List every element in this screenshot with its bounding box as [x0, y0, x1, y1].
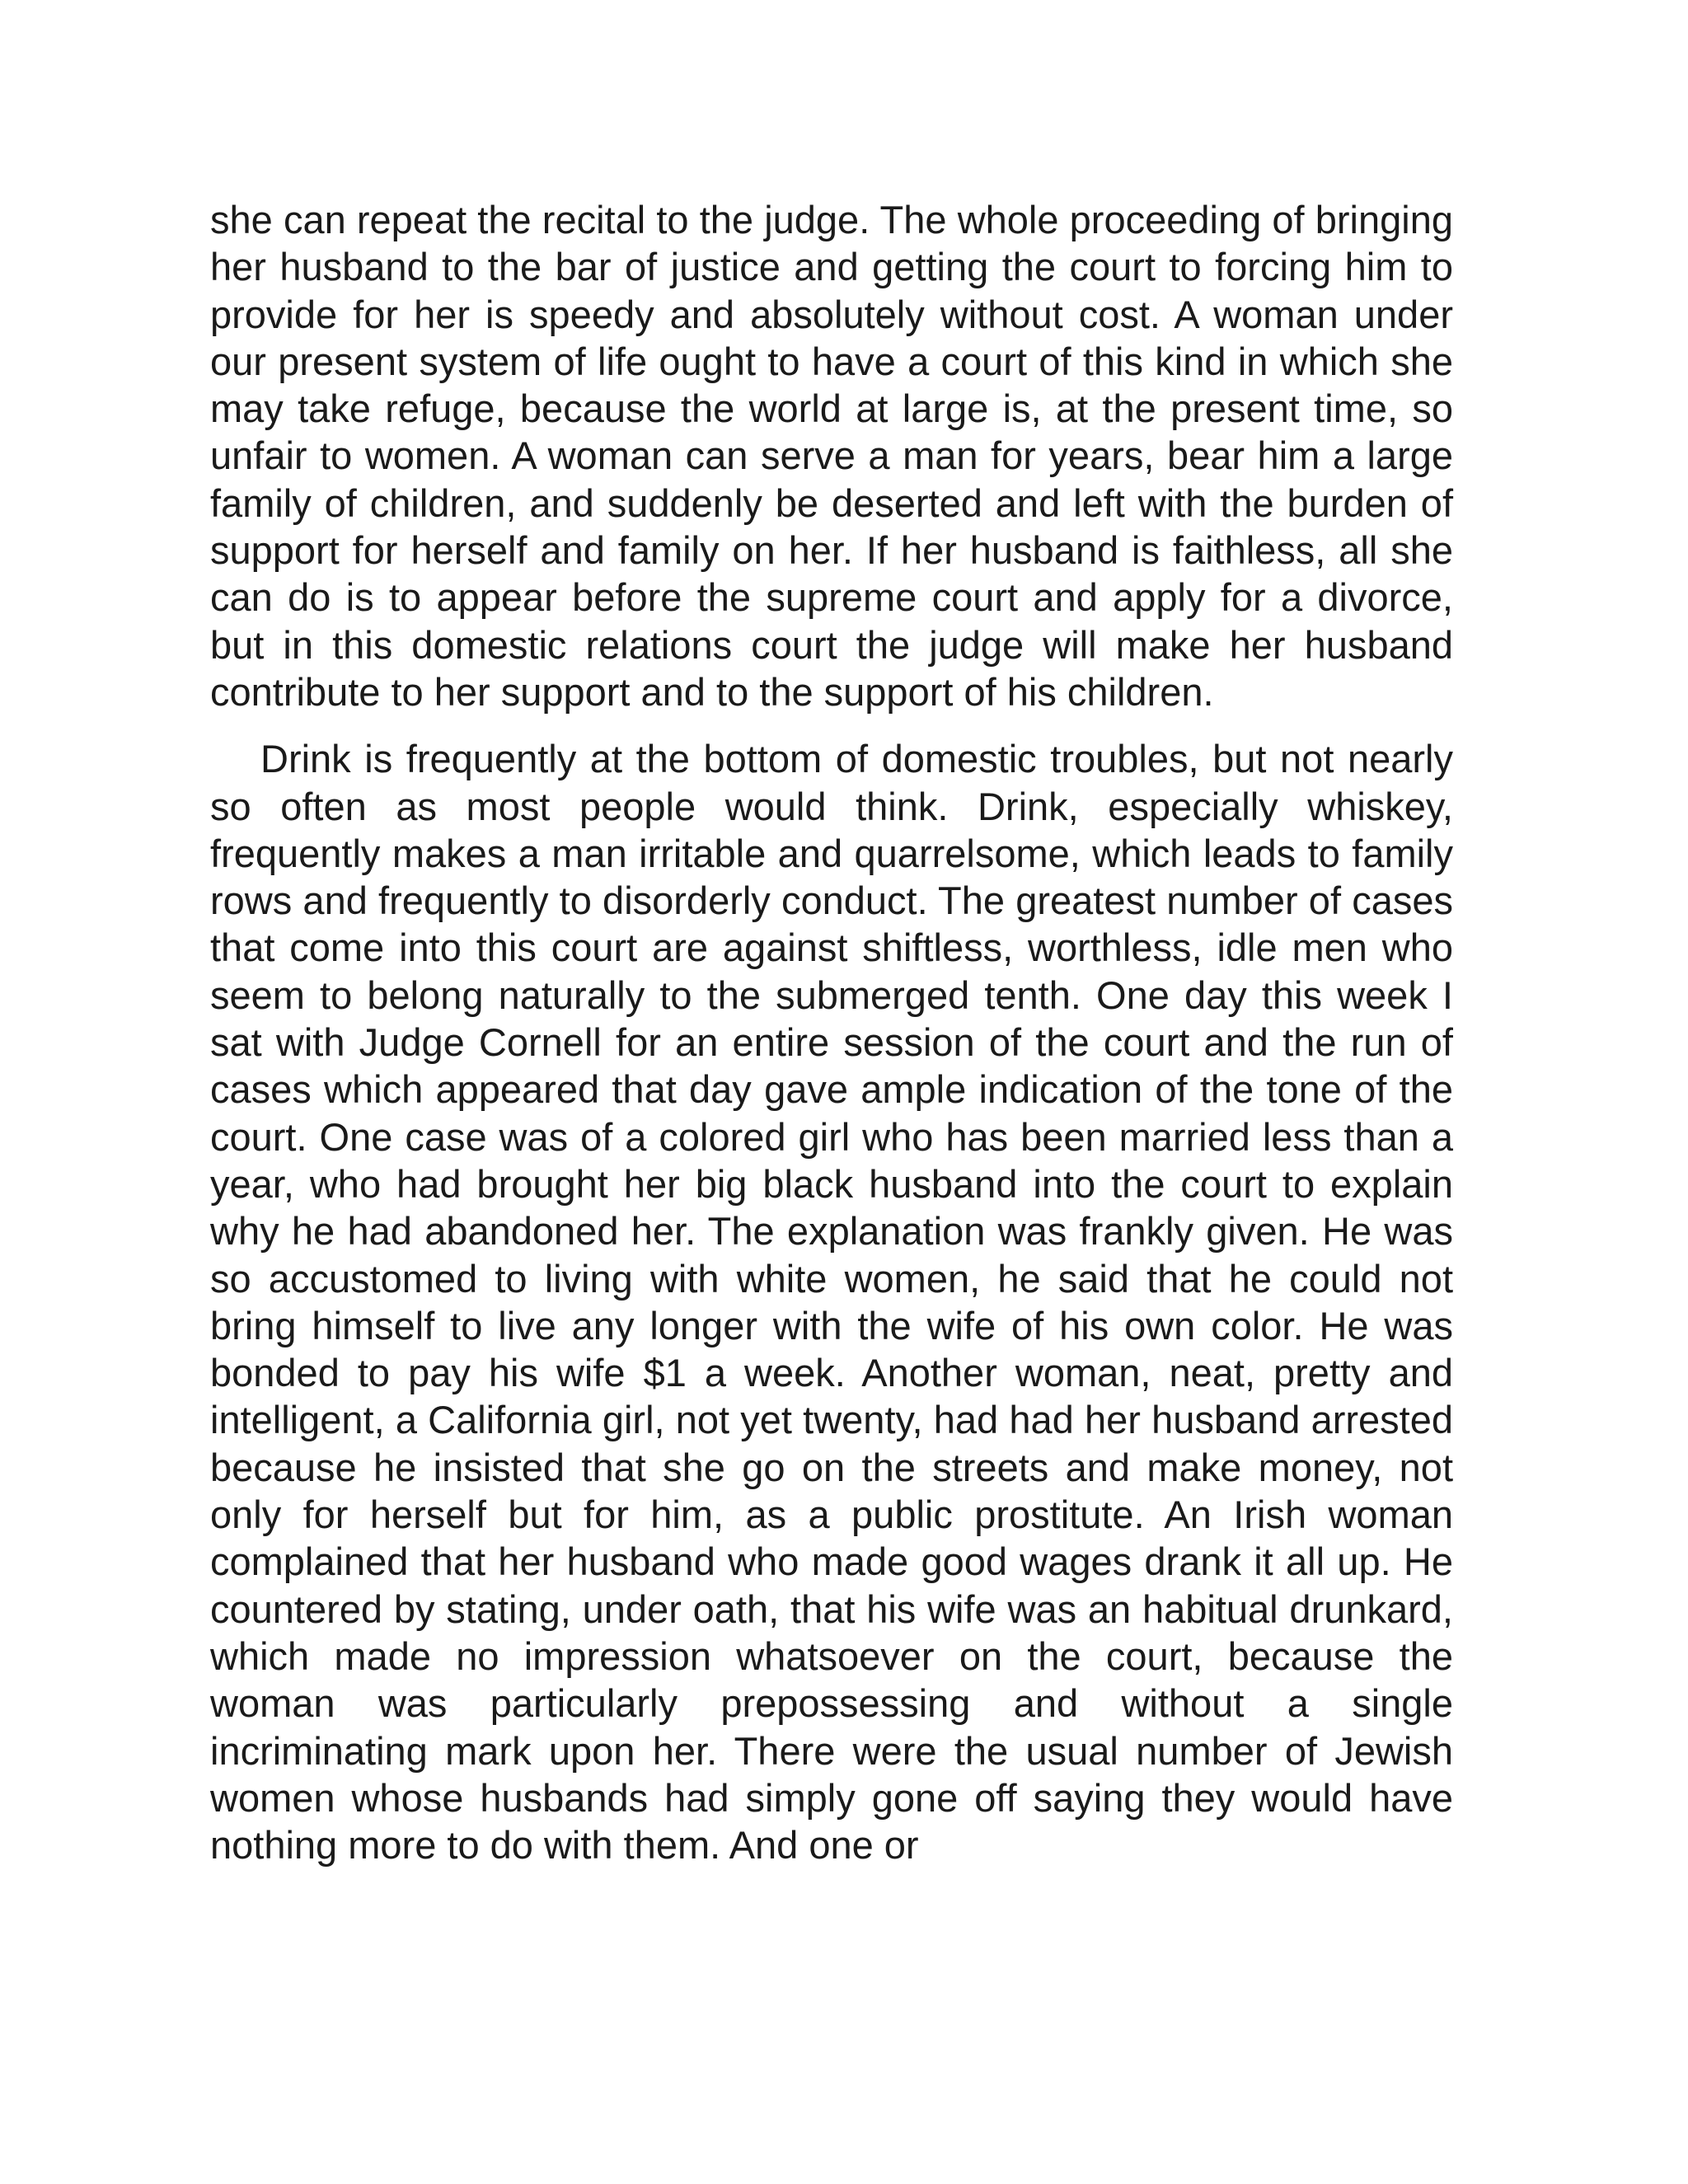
paragraph: Drink is frequently at the bottom of domestic troubles, but not nearly so often as most people would think. Drink, especially whiskey, frequently makes a man irritable and quarrelsome, which leads to family rows and frequently to disorderly conduct. The greatest number of cases that come into this court are against shiftless, worthless, idle men who seem to belong naturally to the submerged tenth. One day this week I sat with Judge Cornell for an entire session of the court and the run of cases which appeared that day gave ample indication of the tone of the court. One case was of a colored girl who has been married less than a year, who had brought her big black husband into the court to explain why he had abandoned her. The explanation was frankly given. He was so accustomed to living with white women, he said that he could not bring himself to live any longer with the wife of his own color. He was bonded to pay his wife $1 a week. Another woman, neat, pretty and intelligent, a California girl, not yet twenty, had had her husband arrested because he insisted that she go on the streets and make money, not only for herself but for him, as a public prostitute. An Irish woman complained that her husband who made good wages drank it all up. He countered by stating, under oath, that his wife was an habitual drunkard, which made no impression whatsoever on the court, because the woman was particularly prepossessing and without a single incriminating mark upon her. There were the usual number of Jewish women whose husbands had simply gone off saying they would have nothing more to do with them. And one or [210, 737, 1453, 1868]
paragraph: she can repeat the recital to the judge. The whole proceeding of bringing her husband to the bar of justice and getting the court to forcing him to provide for her is speedy and absolutely without cost. A woman under our present system of life ought to have a court of this kind in which she may take refuge, because the world at large is, at the present time, so unfair to women. A woman can serve a man for years, bear him a large family of children, and suddenly be deserted and left with the burden of support for herself and family on her. If her husband is faithless, all she can do is to appear before the supreme court and apply for a divorce, but in this domestic relations court the judge will make her husband contribute to her support and to the support of his children. [210, 198, 1453, 714]
document-page [210, 196, 1453, 1868]
